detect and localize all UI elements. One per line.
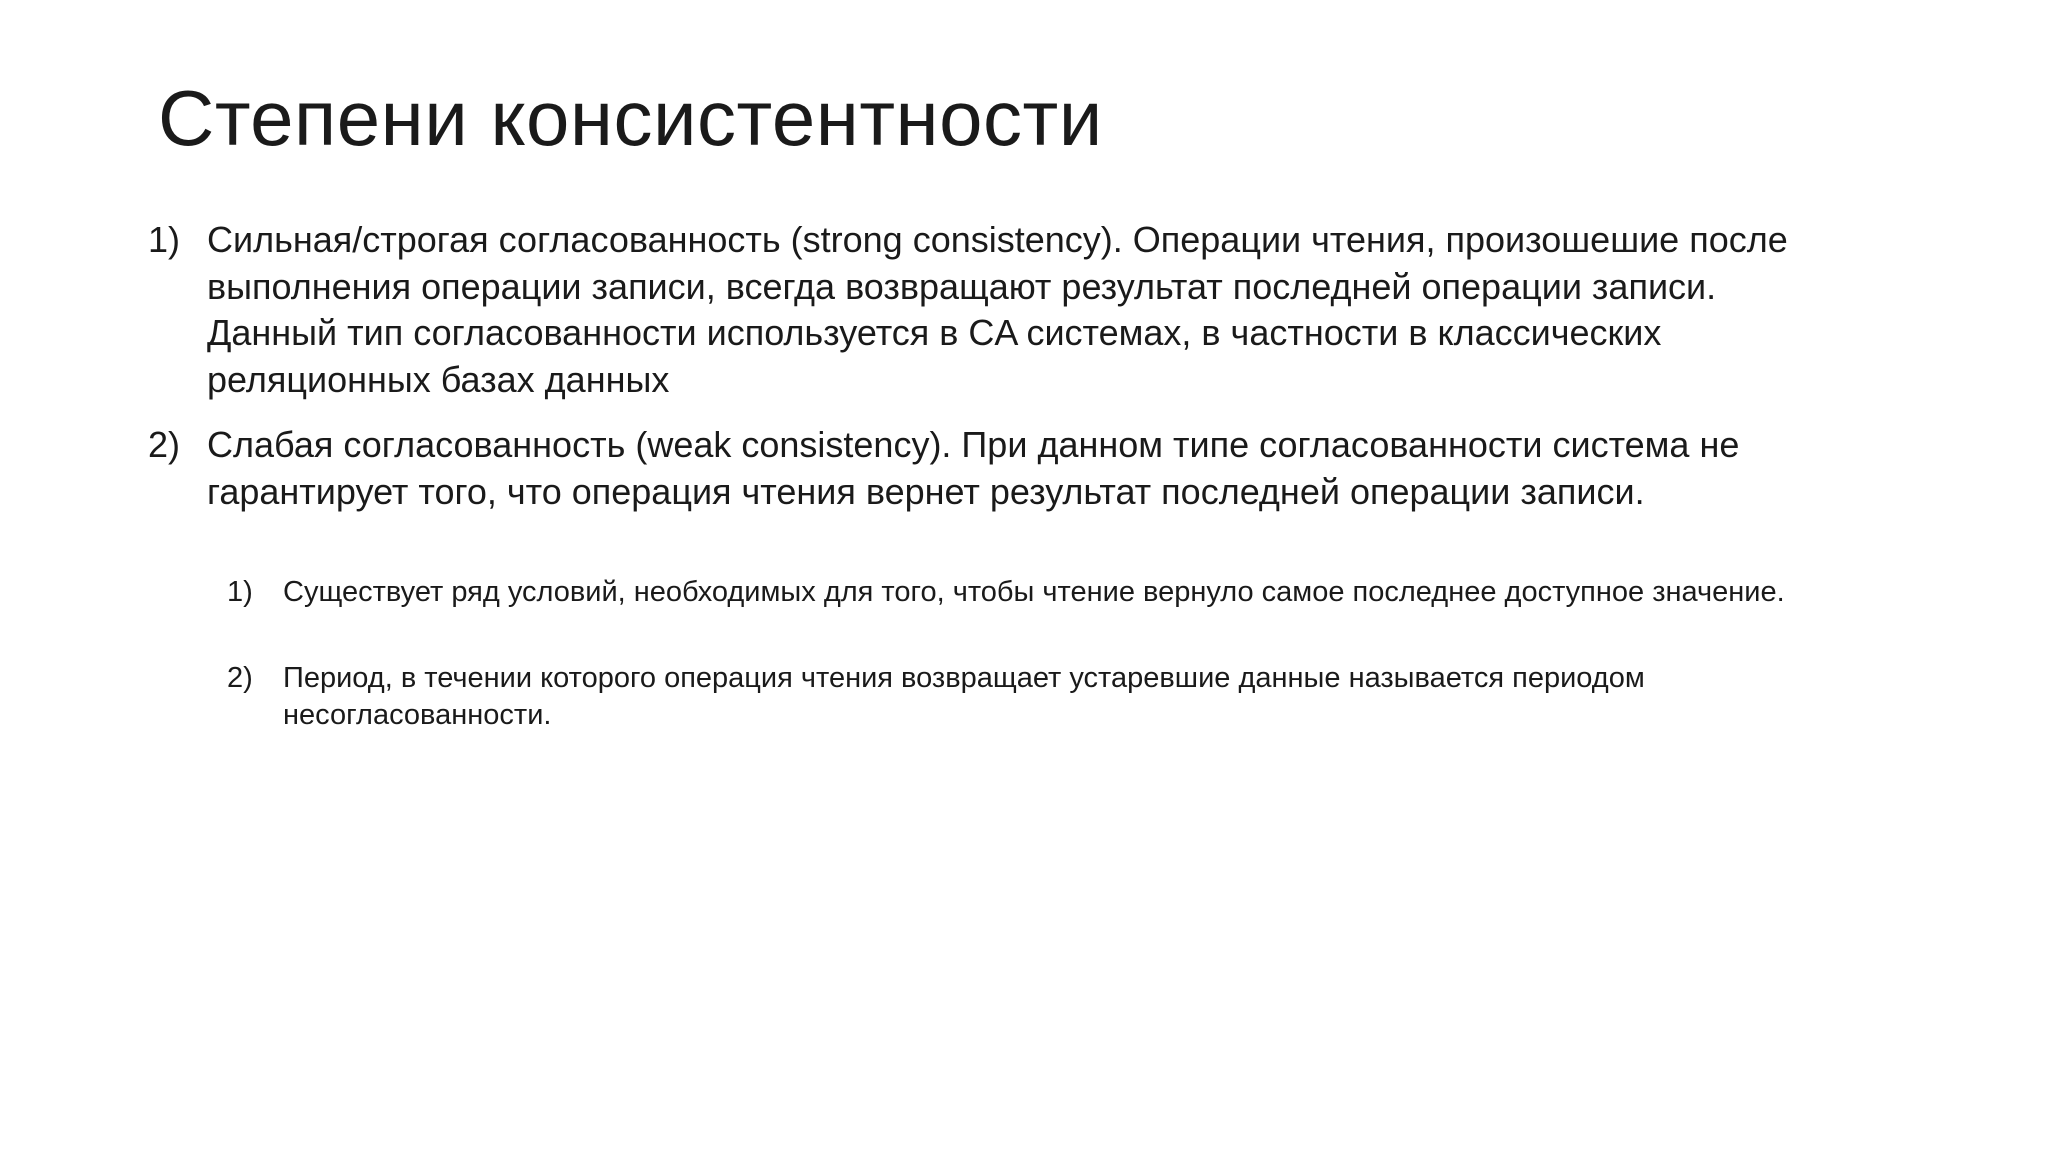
list-number: 1)	[148, 219, 181, 260]
sublist-item-text: Период, в течении которого операция чтения возвращает устаревшие данные называется периодом несогласованности.	[283, 662, 1645, 731]
sublist-number: 2)	[227, 662, 253, 694]
list-item-strong-consistency	[148, 217, 1848, 403]
list-number: 2)	[148, 424, 181, 465]
slide-title: Степени консистентности	[158, 74, 1103, 162]
list-item-weak-consistency	[148, 422, 1848, 515]
sublist-item-inconsistency-period	[227, 660, 1807, 734]
list-item-text: Слабая согласованность (weak consistency). При данном типе согласованности система не гарантирует того, что операция чтения вернет результат последней операции записи.	[207, 424, 1740, 512]
sublist-number: 1)	[227, 576, 253, 608]
list-item-text: Сильная/строгая согласованность (strong consistency). Операции чтения, произошешие после выполнения операции записи, всегда возвращают результат последней операции записи. Данный тип согласованности используется в CA системах, в частности в классических реляционных базах данных	[207, 219, 1788, 400]
sublist-item-conditions	[227, 574, 1807, 611]
sublist-item-text: Существует ряд условий, необходимых для того, чтобы чтение вернуло самое последнее доступное значение.	[283, 576, 1785, 608]
